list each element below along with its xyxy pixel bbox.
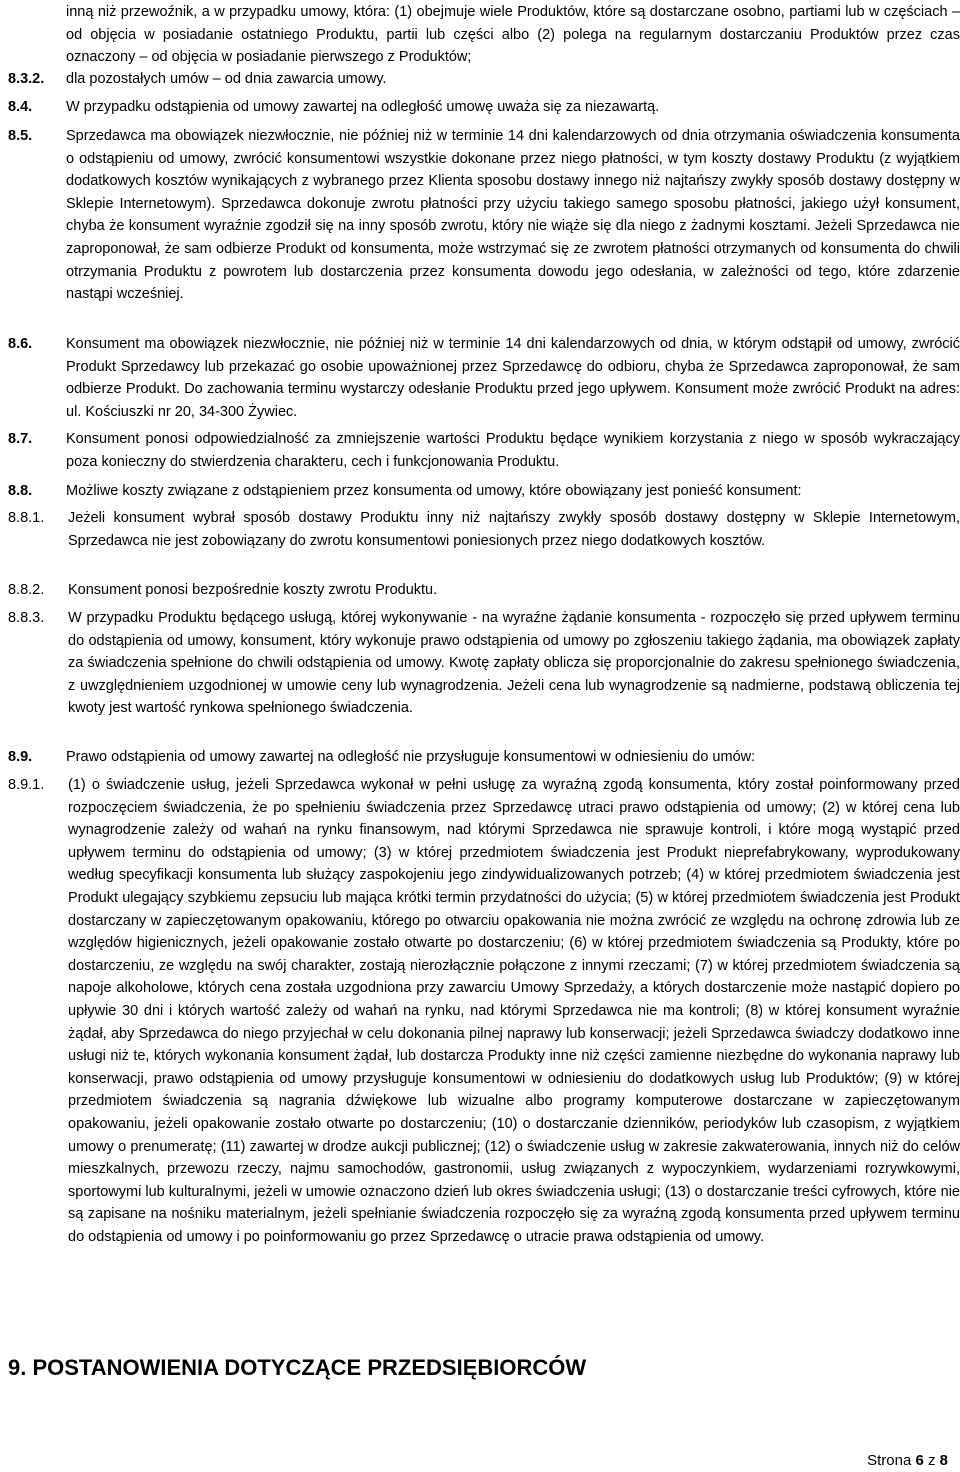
clause-8-8-3	[8, 607, 960, 720]
clause-8-8-1	[8, 507, 960, 552]
section-heading: 9. POSTANOWIENIA DOTYCZĄCE PRZEDSIĘBIORCÓW	[8, 1355, 587, 1380]
page-separator: z	[927, 1452, 936, 1469]
clause-number: 8.6.	[8, 336, 33, 352]
clause-8-8-2	[8, 579, 960, 602]
clause-8-9	[8, 746, 960, 769]
page-label: Strona	[867, 1452, 912, 1469]
clause-8-6	[8, 333, 960, 423]
clause-number: 8.4.	[8, 99, 33, 115]
clause-number: 8.9.	[8, 749, 33, 765]
clause-text: Konsument ma obowiązek niezwłocznie, nie później niż w terminie 14 dni kalendarzowych od dnia, w którym odstąpił od umowy, zwrócić Produkt Sprzedawcy lub przekazać go osobie upoważnionej przez Sprzedawcę do odbioru, chyba że Sprzedawca zaproponował, że sam odbierze Produkt. Do zachowania terminu wystarczy odesłanie Produktu przed jego upływem. Konsument może zwrócić Produkt na adres: ul. Kościuszki nr 20, 34-300 Żywiec.	[66, 336, 960, 420]
continued-paragraph	[8, 1, 960, 69]
page-number: 6	[915, 1452, 924, 1469]
clause-8-7	[8, 428, 960, 473]
clause-number: 8.7.	[8, 431, 33, 447]
clause-8-3-2	[8, 68, 960, 91]
clause-number: 8.8.	[8, 483, 33, 499]
page-total: 8	[939, 1452, 948, 1469]
clause-text: dla pozostałych umów – od dnia zawarcia umowy.	[66, 71, 387, 87]
clause-8-5	[8, 125, 960, 306]
clause-number: 8.3.2.	[8, 71, 45, 87]
clause-8-9-1	[8, 774, 960, 1248]
clause-number: 8.8.3.	[8, 610, 45, 626]
paragraph-text: inną niż przewoźnik, a w przypadku umowy, która: (1) obejmuje wiele Produktów, które są dostarczane osobno, partiami lub w częściach – od objęcia w posiadanie ostatniego Produktu, partii lub części albo (2) polega na regularnym dostarczaniu Produktów przez czas oznaczony – od objęcia w posiadanie pierwszego z Produktów;	[66, 4, 960, 66]
clause-text: (1) o świadczenie usług, jeżeli Sprzedawca wykonał w pełni usługę za wyraźną zgodą konsumenta, który został poinformowany przed rozpoczęciem świadczenia, że po spełnieniu świadczenia przez Sprzedawcę utraci prawo odstąpienia od umowy; (2) w której cena lub wynagrodzenie zależy od wahań na rynku finansowym, nad którymi Sprzedawca nie sprawuje kontroli, i które mogą wystąpić przed upływem terminu do odstąpienia od umowy; (3) w której przedmiotem świadczenia jest Produkt nieprefabrykowany, wyprodukowany według specyfikacji konsumenta lub służący zaspokojeniu jego zindywidualizowanych potrzeb; (4) w której przedmiotem świadczenia jest Produkt ulegający szybkiemu zepsuciu lub mająca krótki termin przydatności do użycia; (5) w której przedmiotem świadczenia jest Produkt dostarczany w zapieczętowanym opakowaniu, którego po otwarciu opakowania nie można zwrócić ze względu na ochronę zdrowia lub ze względów higienicznych, jeżeli opakowanie zostało otwarte po dostarczeniu; (6) w której przedmiotem świadczenia są Produkty, które po dostarczeniu, ze względu na swój charakter, zostają nierozłącznie połączone z innymi rzeczami; (7) w której przedmiotem świadczenia są napoje alkoholowe, których cena została uzgodniona przy zawarciu Umowy Sprzedaży, a których dostarczenie może nastąpić dopiero po upływie 30 dni i których wartość zależy od wahań na rynku, nad którymi Sprzedawca nie ma kontroli; (8) w której konsument wyraźnie żądał, aby Sprzedawca do niego przyjechał w celu dokonania pilnej naprawy lub konserwacji; jeżeli Sprzedawca świadczy dodatkowo inne usługi niż te, których wykonania konsument żądał, lub dostarcza Produkty inne niż części zamienne niezbędne do wykonania naprawy lub konserwacji, prawo odstąpienia od umowy przysługuje konsumentowi w odniesieniu do dodatkowych usług lub Produktów; (9) w której przedmiotem świadczenia są nagrania dźwiękowe lub wizualne albo programy komputerowe dostarczane w zapieczętowanym opakowaniu, jeżeli opakowanie zostało otwarte po dostarczeniu; (10) o dostarczanie dzienników, periodyków lub czasopism, z wyjątkiem umowy o prenumeratę; (11) zawartej w drodze aukcji publicznej; (12) o świadczenie usług w zakresie zakwaterowania, innych niż do celów mieszkalnych, przewozu rzeczy, najmu samochodów, gastronomii, usług związanych z wypoczynkiem, wydarzeniami rozrywkowymi, sportowymi lub kulturalnymi, jeżeli w umowie oznaczono dzień lub okres świadczenia usługi; (13) o dostarczanie treści cyfrowych, które nie są zapisane na nośniku materialnym, jeżeli spełnianie świadczenia rozpoczęło się za wyraźną zgodą konsumenta przed upływem terminu do odstąpienia od umowy i po poinformowaniu go przez Sprzedawcę o utracie prawa odstąpienia od umowy.	[68, 777, 960, 1245]
clause-text: Sprzedawca ma obowiązek niezwłocznie, nie później niż w terminie 14 dni kalendarzowych od dnia otrzymania oświadczenia konsumenta o odstąpieniu od umowy, zwrócić konsumentowi wszystkie dokonane przez niego płatności, w tym koszty dostawy Produktu (z wyjątkiem dodatkowych kosztów wynikających z wybranego przez Klienta sposobu dostawy innego niż najtańszy zwykły sposób dostawy dostępny w Sklepie Internetowym). Sprzedawca dokonuje zwrotu płatności przy użyciu takiego samego sposobu płatności, jakiego użył konsument, chyba że konsument wyraźnie zgodził się na inny sposób zwrotu, który nie wiąże się dla niego z żadnymi kosztami. Jeżeli Sprzedawca nie zaproponował, że sam odbierze Produkt od konsumenta, może wstrzymać się ze zwrotem płatności otrzymanych od konsumenta do chwili otrzymania Produktu z powrotem lub dostarczenia przez konsumenta dowodu jego odesłania, w zależności od tego, które zdarzenie nastąpi wcześniej.	[66, 128, 960, 303]
clause-text: W przypadku odstąpienia od umowy zawartej na odległość umowę uważa się za niezawartą.	[66, 99, 660, 115]
clause-number: 8.8.1.	[8, 510, 45, 526]
clause-text: Konsument ponosi bezpośrednie koszty zwrotu Produktu.	[68, 582, 438, 598]
clause-8-8	[8, 480, 960, 503]
clause-text: W przypadku Produktu będącego usługą, której wykonywanie - na wyraźne żądanie konsumenta - rozpoczęło się przed upływem terminu do odstąpienia od umowy, konsument, który wykonuje prawo odstąpienia od umowy po zgłoszeniu takiego żądania, ma obowiązek zapłaty za świadczenia spełnione do chwili odstąpienia od umowy. Kwotę zapłaty oblicza się proporcjonalnie do zakresu spełnionego świadczenia, z uwzględnieniem uzgodnionej w umowie ceny lub wynagrodzenia. Jeżeli cena lub wynagrodzenie są nadmierne, podstawą obliczenia tej kwoty jest wartość rynkowa spełnionego świadczenia.	[68, 610, 960, 717]
clause-text: Prawo odstąpienia od umowy zawartej na odległość nie przysługuje konsumentowi w odniesieniu do umów:	[66, 749, 756, 765]
clause-text: Możliwe koszty związane z odstąpieniem przez konsumenta od umowy, które obowiązany jest ponieść konsument:	[66, 483, 802, 499]
clause-text: Konsument ponosi odpowiedzialność za zmniejszenie wartości Produktu będące wynikiem korzystania z niego w sposób wykraczający poza konieczny do stwierdzenia charakteru, cech i funkcjonowania Produktu.	[66, 431, 960, 470]
page-footer	[867, 1452, 948, 1469]
clause-text: Jeżeli konsument wybrał sposób dostawy Produktu inny niż najtańszy zwykły sposób dostawy dostępny w Sklepie Internetowym, Sprzedawca nie jest zobowiązany do zwrotu konsumentowi poniesionych przez niego dodatkowych kosztów.	[68, 510, 960, 549]
clause-number: 8.9.1.	[8, 777, 45, 793]
clause-number: 8.5.	[8, 128, 33, 144]
clause-8-4	[8, 96, 960, 119]
clause-number: 8.8.2.	[8, 582, 45, 598]
